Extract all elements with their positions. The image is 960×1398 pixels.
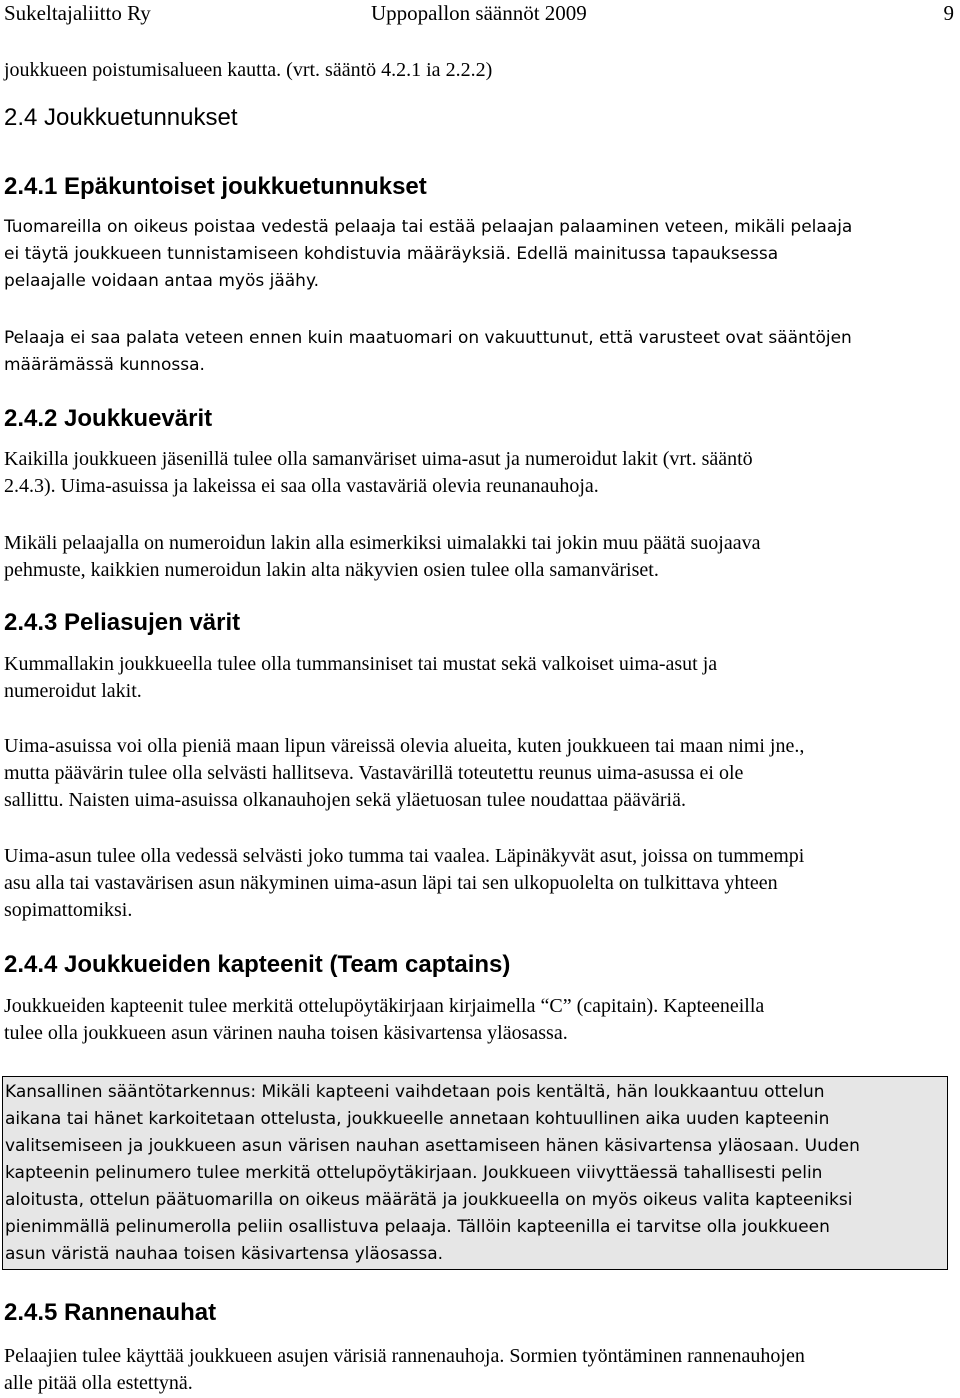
text-line: Uima-asun tulee olla vedessä selvästi joko tumma tai vaalea. Läpinäkyvät asut, joissa on tummempi — [4, 845, 805, 867]
notice-line: aikana tai hänet karkoitetaan ottelusta, joukkueelle annetaan kohtuullinen aika uuden kapteenin — [5, 1109, 830, 1129]
text-line: Mikäli pelaajalla on numeroidun lakin alla esimerkiksi uimalakki tai jokin muu päätä suojaava — [4, 532, 761, 554]
intro-line: joukkueen poistumisalueen kautta. (vrt. sääntö 4.2.1 ia 2.2.2) — [4, 59, 493, 81]
page-header — [0, 0, 960, 28]
notice-line: Kansallinen sääntötarkennus: Mikäli kapteeni vaihdetaan pois kentältä, hän loukkaantuu ottelun — [5, 1082, 825, 1102]
paragraph-2-4-3-a — [4, 651, 954, 705]
paragraph-2-4-1-a — [4, 214, 954, 295]
text-line: alle pitää olla estettynä. — [4, 1372, 193, 1394]
text-line: Joukkueiden kapteenit tulee merkitä ottelupöytäkirjaan kirjaimella “C” (capitain). Kapteeneilla — [4, 995, 765, 1017]
text-line: Tuomareilla on oikeus poistaa vedestä pelaaja tai estää pelaajan palaaminen veteen, mikäli pelaaja — [4, 217, 853, 237]
text-line: ei täytä joukkueen tunnistamiseen kohdistuvia määräyksiä. Edellä mainitussa tapauksessa — [4, 244, 779, 264]
paragraph-2-4-3-c — [4, 843, 954, 924]
notice-line: asun väristä nauhaa toisen käsivartensa yläosassa. — [5, 1244, 444, 1264]
paragraph-2-4-1-b — [4, 325, 954, 379]
paragraph-2-4-2-a — [4, 446, 954, 500]
text-line: Kummallakin joukkueella tulee olla tummansiniset tai mustat sekä valkoiset uima-asut ja — [4, 653, 718, 675]
paragraph-2-4-2-b — [4, 530, 954, 584]
notice-line: aloitusta, ottelun päätuomarilla on oikeus määrätä ja joukkueella on myös oikeus valita kapteeniksi — [5, 1190, 853, 1210]
text-line: sopimattomiksi. — [4, 899, 133, 921]
section-heading-2-4-1: 2.4.1 Epäkuntoiset joukkuetunnukset — [4, 173, 427, 200]
paragraph-2-4-5-a — [4, 1343, 954, 1397]
text-line: Pelaajien tulee käyttää joukkueen asujen värisiä rannenauhoja. Sormien työntäminen rannenauhojen — [4, 1345, 805, 1367]
notice-line: pienimmällä pelinumerolla peliin osallistuva pelaaja. Tällöin kapteenilla ei tarvitse olla joukkueen — [5, 1217, 830, 1237]
text-line: mutta päävärin tulee olla selvästi hallitseva. Vastavärillä toteutettu reunus uima-asussa ei ole — [4, 762, 744, 784]
paragraph-2-4-4-a — [4, 993, 954, 1047]
text-line: pelaajalle voidaan antaa myös jäähy. — [4, 271, 319, 291]
text-line: Uima-asuissa voi olla pieniä maan lipun väreissä olevia alueita, kuten joukkueen tai maan nimi jne., — [4, 735, 805, 757]
section-heading-2-4-4: 2.4.4 Joukkueiden kapteenit (Team captains) — [4, 951, 511, 978]
section-heading-2-4-5: 2.4.5 Rannenauhat — [4, 1299, 217, 1326]
header-page-number: 9 — [943, 1, 954, 25]
text-line: Kaikilla joukkueen jäsenillä tulee olla samanväriset uima-asut ja numeroidut lakit (vrt. sääntö — [4, 448, 753, 470]
text-line: asu alla tai vastavärisen asun näkyminen uima-asun läpi tai sen ulkopuolelta on tulkittava yhteen — [4, 872, 778, 894]
text-line: pehmuste, kaikkien numeroidun lakin alta näkyvien osien tulee olla samanväriset. — [4, 559, 659, 581]
section-heading-2-4-3: 2.4.3 Peliasujen värit — [4, 609, 241, 636]
header-organization: Sukeltajaliitto Ry — [4, 1, 151, 25]
header-document-title: Uppopallon säännöt 2009 — [371, 1, 587, 25]
paragraph-2-4-3-b — [4, 733, 954, 814]
text-line: 2.4.3). Uima-asuissa ja lakeissa ei saa olla vastaväriä olevia reunanauhoja. — [4, 475, 599, 497]
text-line: numeroidut lakit. — [4, 680, 142, 702]
national-rule-notice-box — [2, 1076, 948, 1270]
section-heading-2-4: 2.4 Joukkuetunnukset — [4, 104, 238, 131]
text-line: sallittu. Naisten uima-asuissa olkanauhojen sekä yläetuosan tulee noudattaa pääväriä. — [4, 789, 686, 811]
notice-line: kapteenin pelinumero tulee merkitä ottelupöytäkirjaan. Joukkueen viivyttäessä tahallisesti pelin — [5, 1163, 823, 1183]
notice-line: valitsemiseen ja joukkueen asun värisen nauhan asettamiseen hänen käsivartensa yläosaan. Uuden — [5, 1136, 860, 1156]
text-line: määrämässä kunnossa. — [4, 355, 205, 375]
text-line: Pelaaja ei saa palata veteen ennen kuin maatuomari on vakuuttunut, että varusteet ovat sääntöjen — [4, 328, 852, 348]
section-heading-2-4-2: 2.4.2 Joukkuevärit — [4, 405, 213, 432]
text-line: tulee olla joukkueen asun värinen nauha toisen käsivartensa yläosassa. — [4, 1022, 568, 1044]
